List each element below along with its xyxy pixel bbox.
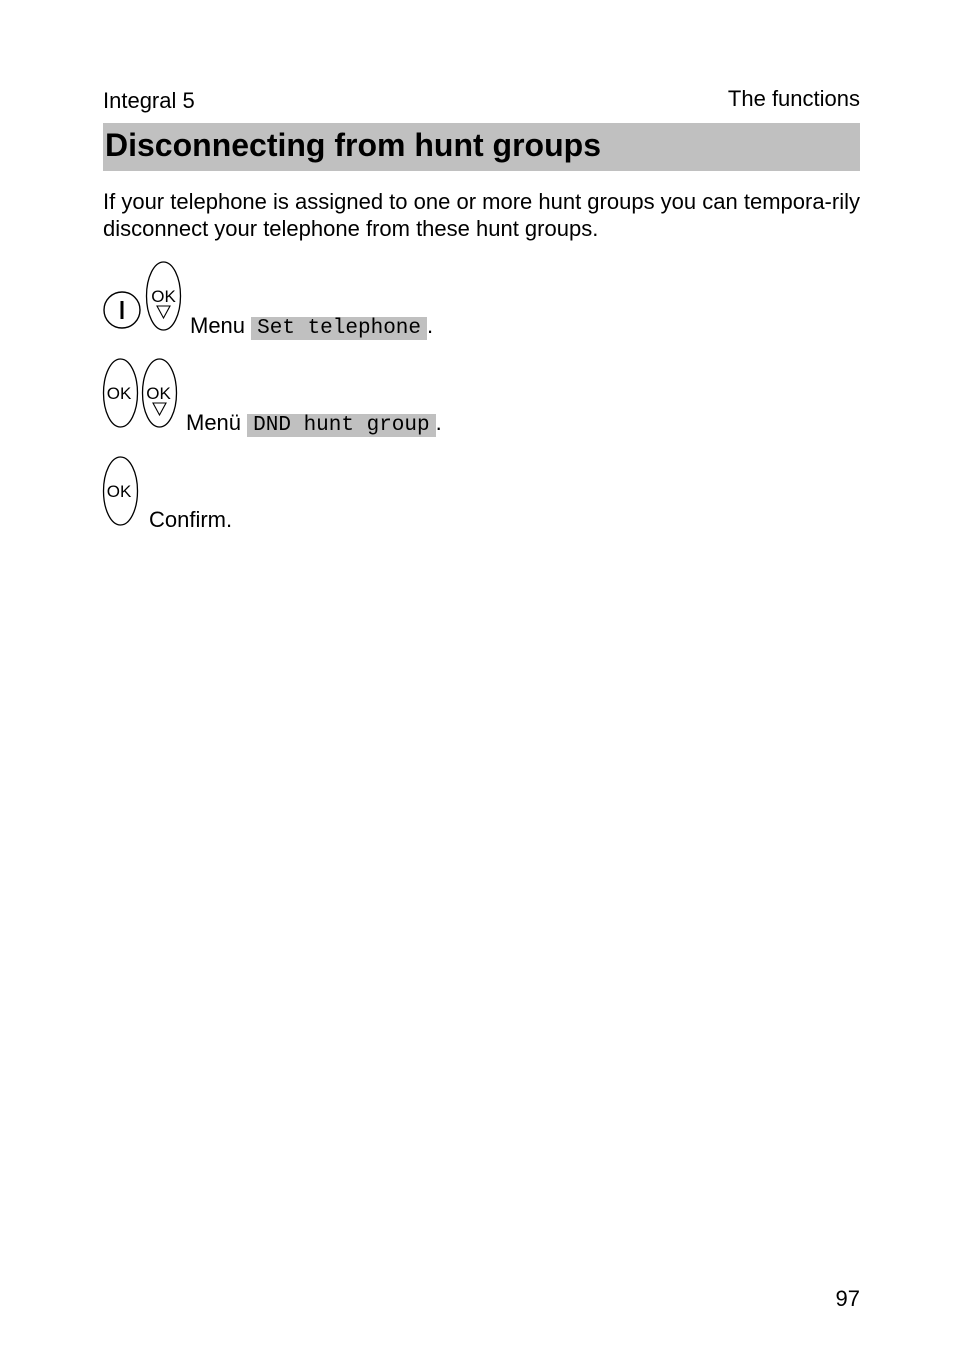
header-product: Integral 5 [103, 88, 195, 113]
header-section: The functions [727, 86, 860, 111]
ok-key-icon [102, 456, 140, 526]
step-2-suffix: . [435, 410, 442, 435]
ok-label: OK [106, 384, 132, 403]
ok-key-icon [102, 358, 140, 428]
step-1-suffix: . [427, 313, 434, 338]
step-3-text: Confirm. [149, 507, 233, 532]
step-1-prefix: Menu [190, 313, 246, 338]
intro-paragraph [103, 188, 863, 242]
ok-down-key-icon [141, 358, 179, 428]
step-2-prefix: Menü [186, 410, 242, 435]
step-1-menu-code: Set telephone [251, 317, 427, 340]
title-bar [103, 123, 860, 171]
page-title: Disconnecting from hunt groups [105, 127, 601, 163]
power-key-icon [102, 289, 142, 331]
step-2-text [186, 410, 442, 437]
step-2-menu-code: DND hunt group [247, 414, 435, 437]
ok-label: OK [151, 287, 176, 306]
ok-label: OK [106, 482, 132, 501]
page-number: 97 [835, 1286, 860, 1311]
intro-text: If your telephone is assigned to one or more hunt groups you can tempora-rily disconnect your telephone from these hunt groups. [103, 189, 860, 241]
step-1-text [190, 313, 433, 340]
ok-down-key-icon [145, 261, 183, 331]
ok-label: OK [146, 384, 171, 403]
